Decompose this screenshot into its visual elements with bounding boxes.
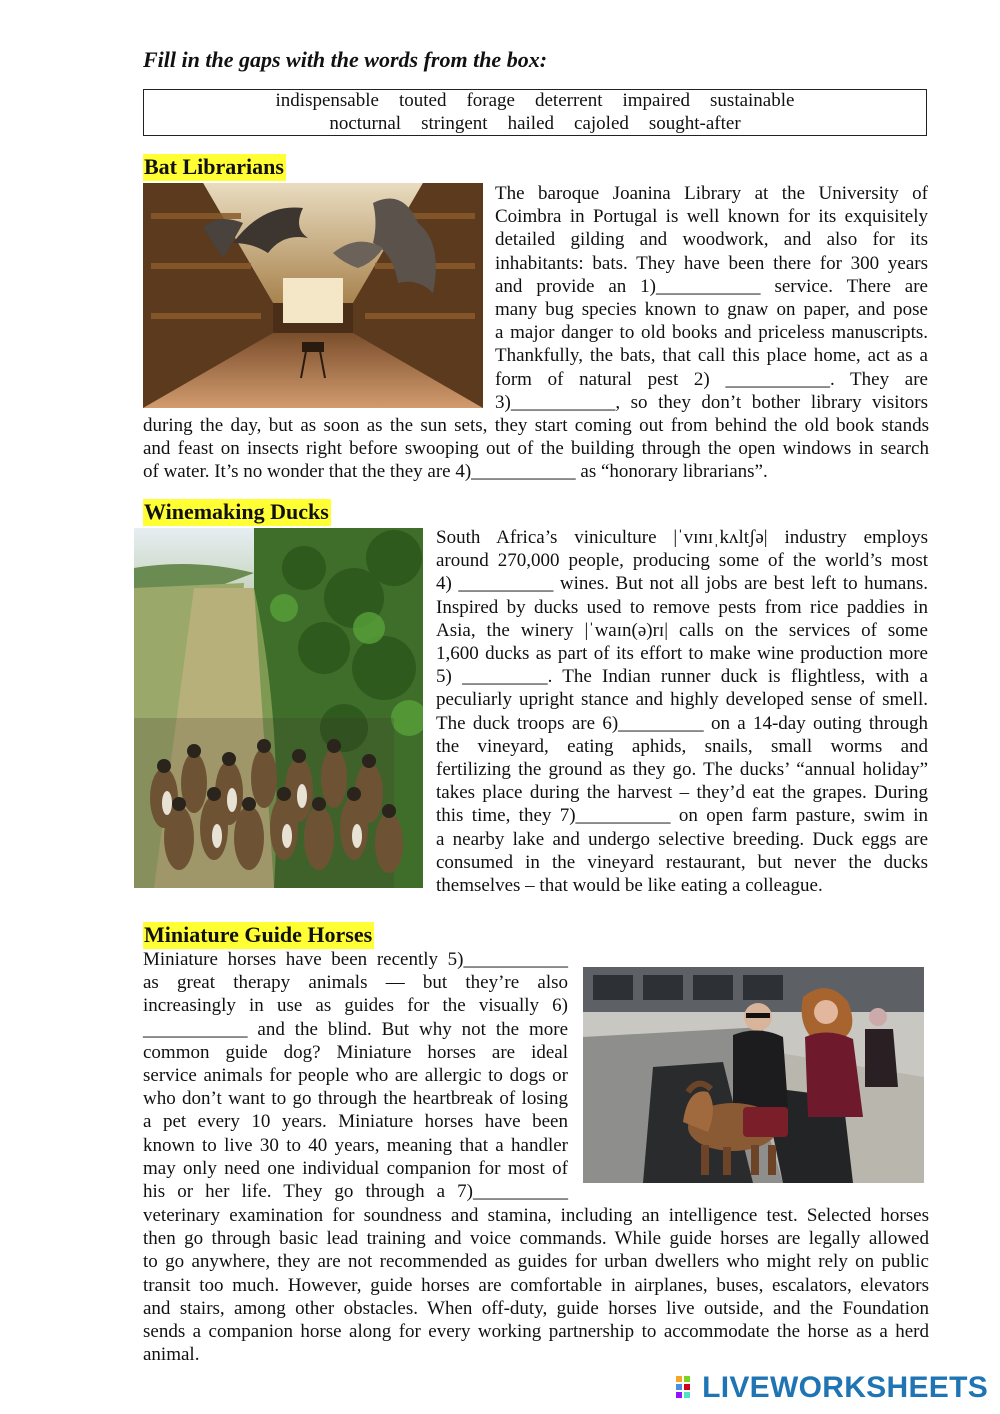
liveworksheets-logo[interactable] <box>676 1371 988 1405</box>
text-line: The baroque Joanina Library at the University of <box>495 183 928 204</box>
gap-line-4: of water. It’s no wonder that the they are 4)___________ as “honorary librarians”. <box>143 461 768 483</box>
text-line: as great therapy animals — but they’re also <box>143 972 568 994</box>
text-line: 1,600 ducks as part of its effort to make wine production more <box>436 643 928 665</box>
text-line: who don’t want to go through the heartbreak of losing <box>143 1088 568 1110</box>
text-line: during the day, but as soon as the sun sets, they start coming out from behind the old book stands <box>143 415 929 436</box>
bat-library-photo <box>143 183 483 408</box>
word-box <box>143 89 927 136</box>
gap-line-7: this time, they 7)__________ on open farm pasture, swim in <box>436 805 928 827</box>
text-line: detailed gilding and woodwork, and also for its <box>495 229 928 251</box>
text-line: veterinary examination for soundness and stamina, including an intelligence test. Selected horses <box>143 1205 929 1226</box>
word-item: deterrent <box>534 90 603 111</box>
gap-line-5: Miniature horses have been recently 5)___________ <box>143 949 568 970</box>
text-line: animal. <box>143 1344 200 1366</box>
brand-text: LIVEWORKSHEETS <box>702 1371 988 1405</box>
word-item: touted <box>398 90 447 111</box>
text-line: many bug species known to gnaw on paper, and pose <box>495 299 928 321</box>
text-line: a nearby lake and undergo selective breeding. Duck eggs are <box>436 828 928 850</box>
text-line: Asia, the winery |ˈwaɪn(ə)rɪ| calls on the services of some <box>436 619 928 641</box>
section-heading-bats: Bat Librarians <box>144 154 284 179</box>
horses-text-narrow <box>143 948 568 1203</box>
text-line: fertilizing the ground as they go. The ducks’ “annual holiday” <box>436 759 928 781</box>
ducks-text <box>436 526 928 897</box>
word-item: hailed <box>507 112 555 134</box>
gap-line-4: 4) __________ wines. But not all jobs are best left to humans. <box>436 573 928 595</box>
text-line: may only need one individual companion for most of <box>143 1157 568 1179</box>
guide-horse-photo <box>583 967 924 1183</box>
gap-line-1: and provide an 1)___________ service. There are <box>495 275 928 297</box>
text-line: and feast on insects right before swooping out of the building through the open windows in search <box>143 438 929 460</box>
text-line: ___________ and the blind. But why not the more <box>143 1018 568 1040</box>
text-line: takes place during the harvest – they’d eat the grapes. During <box>436 782 928 804</box>
text-line: Coimbra in Portugal is well known for its exquisitely <box>495 206 928 228</box>
text-line: transit too much. However, guide horses are comfortable in airplanes, buses, escalators, elevators <box>143 1274 929 1296</box>
text-line: peculiarly upright stance and highly developed sense of smell. <box>436 689 928 711</box>
text-line: themselves – that would be like eating a colleague. <box>436 875 823 897</box>
word-item: impaired <box>622 90 691 111</box>
bats-text-wide <box>143 414 929 484</box>
text-line: consumed in the vineyard restaurant, but never the ducks <box>436 851 928 873</box>
text-line: a pet every 10 years. Miniature horses have been <box>143 1111 568 1133</box>
word-item: sought-after <box>648 112 741 134</box>
text-line: South Africa’s viniculture |ˈvɪnɪˌkʌltʃə| industry employs <box>436 527 928 548</box>
bats-text-narrow <box>495 182 928 414</box>
text-line: then go through basic lead training and voice commands. While guide horses are legally allowed <box>143 1228 929 1250</box>
text-line: a major danger to old books and priceless manuscripts. <box>495 322 928 344</box>
gap-line-2: form of natural pest 2) ___________. They are <box>495 368 928 390</box>
liveworksheets-icon <box>676 1374 698 1402</box>
gap-line-3: 3)___________, so they don’t bother library visitors <box>495 391 928 413</box>
word-item: nocturnal <box>329 112 402 134</box>
text-line: common guide dog? Miniature horses are ideal <box>143 1041 568 1063</box>
ducks-vineyard-photo <box>134 528 423 888</box>
text-line: to go anywhere, they are not recommended as guides for urban dwellers who might rely on public <box>143 1251 929 1273</box>
word-item: indispensable <box>275 90 379 111</box>
section-heading-ducks: Winemaking Ducks <box>144 499 329 524</box>
gap-line-7: his or her life. They go through a 7)__________ <box>143 1181 568 1203</box>
instruction-heading: Fill in the gaps with the words from the box: <box>143 47 548 72</box>
text-line: service animals for people who are allergic to dogs or <box>143 1065 568 1087</box>
gap-line-6: increasingly in use as guides for the visually 6) <box>143 995 568 1017</box>
text-line: the vineyard, eating aphids, snails, small worms and <box>436 735 928 757</box>
word-item: stringent <box>421 112 488 134</box>
horses-text-wide <box>143 1204 929 1366</box>
word-box-row-2 <box>144 113 926 136</box>
text-line: Inspired by ducks used to remove pests from rice paddies in <box>436 596 928 618</box>
text-line: sends a companion horse along for every working partnership to accommodate the horse as a herd <box>143 1321 929 1343</box>
word-item: sustainable <box>710 90 795 111</box>
gap-line-6: The duck troops are 6)_________ on a 14-day outing through <box>436 712 928 734</box>
text-line: known to live 30 to 40 years, meaning that a handler <box>143 1134 568 1156</box>
gap-line-5: 5) _________. The Indian runner duck is flightless, with a <box>436 666 928 688</box>
word-item: forage <box>466 90 515 111</box>
word-item: cajoled <box>574 112 629 134</box>
word-box-row-1 <box>144 90 926 113</box>
text-line: around 270,000 people, producing some of the world’s most <box>436 550 928 572</box>
text-line: Thankfully, the bats, that call this place home, act as a <box>495 345 928 367</box>
text-line: inhabitants: bats. They have been there for 300 years <box>495 252 928 274</box>
text-line: and stairs, among other obstacles. When off-duty, guide horses live outside, and the Foundation <box>143 1297 929 1319</box>
section-heading-horses: Miniature Guide Horses <box>144 922 373 947</box>
